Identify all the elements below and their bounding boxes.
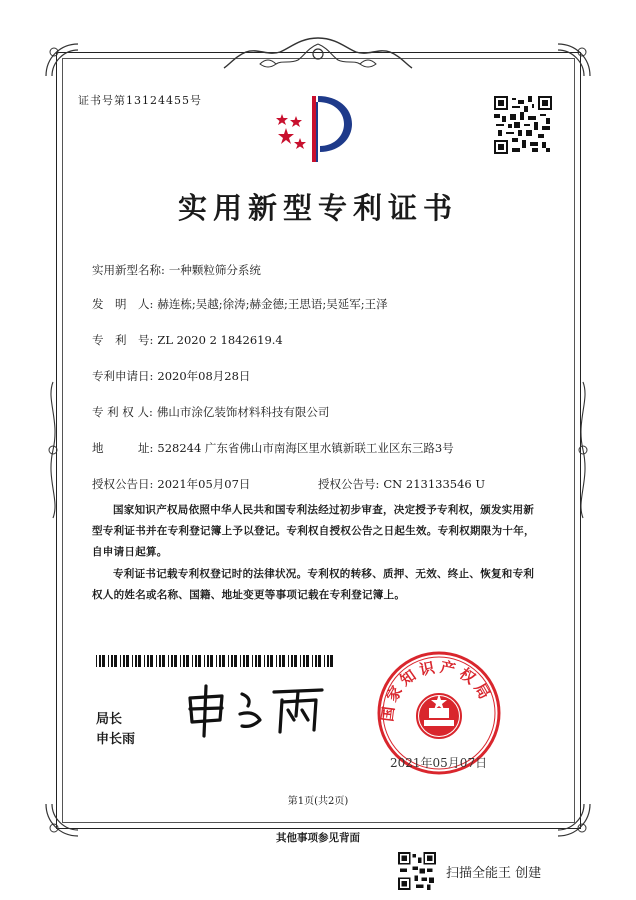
field-label: 地 址: [92,441,154,455]
field-value: ZL 2020 2 1842619.4 [157,333,283,347]
side-ornament-right [574,380,592,520]
handwritten-signature [182,680,332,738]
field-filing-date [92,368,250,384]
scanner-qr-icon [398,852,436,890]
field-grant-date [92,476,250,492]
corner-ornament-top-right [554,40,594,80]
top-ornament [220,34,416,74]
field-value: 2021年05月07日 [157,477,251,491]
qr-code-icon [494,96,552,154]
field-grant-number [318,476,485,492]
legal-paragraph-1: 国家知识产权局依照中华人民共和国专利法经过初步审查，决定授予专利权，颁发实用新型专利证书并在专利登记簿上予以登记。专利权自授权公告之日起生效。专利权期限为十年，自申请日起算。 [92,504,535,558]
field-value: 佛山市涂亿装饰材料科技有限公司 [156,405,330,419]
field-utility-model-name [92,262,261,278]
field-label: 授权公告日: [92,477,154,491]
certificate-number: 证书号第13124455号 [78,94,202,107]
seal-date: 2021年05月07日 [390,756,488,770]
field-label: 专 利 权 人: [92,405,153,419]
side-ornament-left [44,380,62,520]
field-label: 授权公告号: [318,477,380,491]
field-value: CN 213133546 U [383,477,486,491]
field-patent-number [92,332,283,348]
field-value: 一种颗粒筛分系统 [168,263,261,277]
footer-note: 其他事项参见背面 [276,832,360,844]
field-label: 专利申请日: [92,369,154,383]
field-label: 发 明 人: [92,297,154,311]
field-value: 赫连栋;吴越;徐涛;赫金德;王思语;吴延军;王泽 [157,297,388,311]
barcode-icon [96,655,336,667]
seal-arc-text: 国家知识产权局 [378,657,496,723]
field-address [92,440,454,456]
field-label: 专 利 号: [92,333,154,347]
certificate-title: 实用新型专利证书 [177,191,458,225]
cnipa-logo-icon [272,88,364,166]
field-value: 2020年08月28日 [157,369,251,383]
field-inventors [92,296,388,312]
scanner-watermark-text: 扫描全能王 创建 [446,866,542,881]
field-value: 528244 广东省佛山市南海区里水镇新联工业区东三路3号 [157,441,454,455]
page-number: 第1页(共2页) [287,796,349,807]
director-title: 局长 [96,712,123,727]
director-name: 申长雨 [96,732,136,747]
corner-ornament-top-left [42,40,82,80]
legal-paragraph-2: 专利证书记载专利权登记时的法律状况。专利权的转移、质押、无效、终止、恢复和专利权人的姓名或名称、国籍、地址变更等事项记载在专利登记簿上。 [92,568,535,601]
field-patentee [92,404,329,420]
field-label: 实用新型名称: [92,263,165,277]
